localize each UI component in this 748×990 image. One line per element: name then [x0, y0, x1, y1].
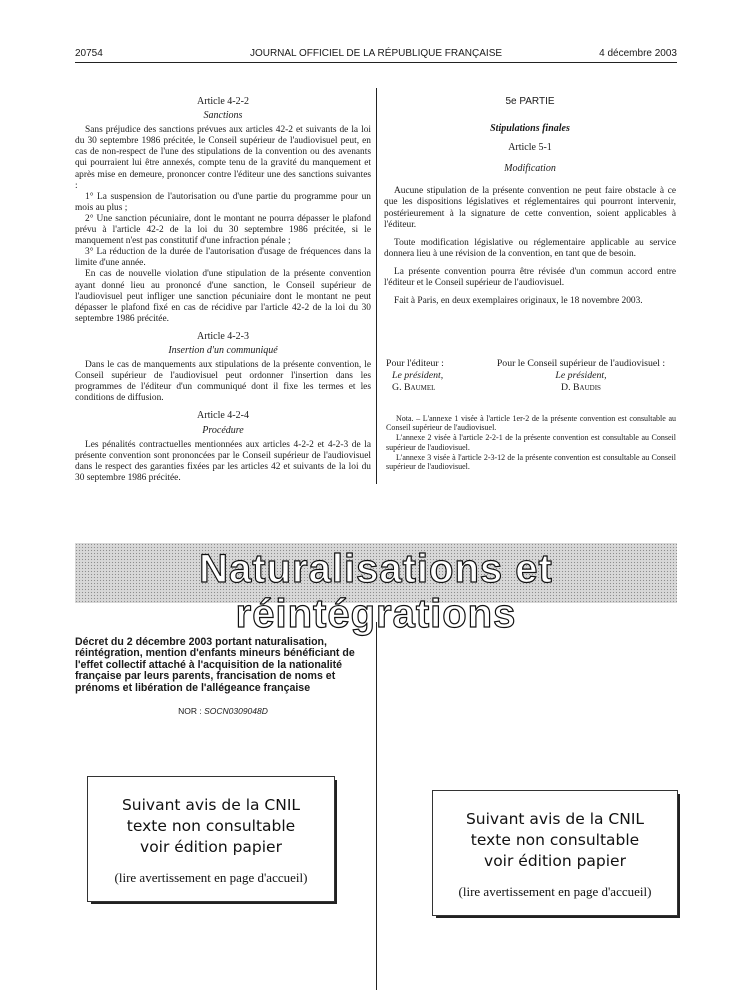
lower-column-divider — [376, 622, 377, 990]
page-number: 20754 — [75, 48, 103, 59]
annex-note-3: L'annexe 3 visée à l'article 2-3-12 de la présente convention est consultable au Conseil supérieur de l'audiovisuel. — [386, 452, 676, 472]
nor-reference — [75, 706, 371, 716]
signature-csa — [484, 358, 678, 394]
article-5-1-title: Article 5-1 — [508, 142, 552, 154]
signature-editor-role: Le président, — [392, 370, 444, 381]
part-subtitle: Stipulations finales — [490, 123, 570, 135]
signature-csa-name: D. Baudis — [561, 382, 601, 393]
cnil-right-shadow-bottom — [436, 916, 680, 918]
article-4-2-2-paragraph-3: 2° Une sanction pécuniaire, dont le montant ne pourra dépasser le plafond prévu à l'article 42-2 de la loi du 30 septembre 1986 précitée, si le manquement n'est pas constitutif d'une infraction pénale ; — [75, 213, 371, 247]
cnil-right-line-1: Suivant avis de la CNIL — [465, 810, 645, 828]
cnil-right-line-2: texte non consultable — [470, 831, 640, 849]
right-paragraph-3: La présente convention pourra être révisée d'un commun accord entre l'éditeur et le Conseil supérieur de l'audiovisuel. — [384, 266, 676, 289]
annex-notes — [386, 414, 676, 472]
left-column — [75, 96, 371, 484]
part-title: 5e PARTIE — [505, 96, 555, 107]
section-banner — [75, 543, 677, 636]
cnil-left-shadow-bottom — [91, 902, 337, 904]
article-4-2-2-paragraph-1: Sans préjudice des sanctions prévues aux articles 42-2 et suivants de la loi du 30 septembre 1986 précitée, le Conseil supérieur de l'audiovisuel peut, en cas de non-respect de l'une des stipulations de la convention ou des avenants qui pourraient lui être annexés, compte tenu de la gravité du manquement et après mise en demeure, prononcer contre l'éditeur une des sanctions suivantes : — [75, 125, 371, 191]
article-4-2-2-paragraph-4: 3° La réduction de la durée de l'autorisation d'usage de fréquences dans la limite d'une année. — [75, 247, 371, 269]
cnil-left-line-4: (lire avertissement en page d'accueil) — [114, 870, 308, 885]
nor-code: SOCN0309048D — [204, 706, 268, 716]
article-4-2-2-paragraph-2: 1° La suspension de l'autorisation ou d'une partie du programme pour un mois au plus ; — [75, 191, 371, 213]
article-4-2-4-title: Article 4-2-4 — [197, 410, 249, 422]
annex-note-2: L'annexe 2 visée à l'article 2-2-1 de la présente convention est consultable au Conseil supérieur de l'audiovisuel. — [386, 433, 676, 452]
right-paragraph-1: Aucune stipulation de la présente convention ne peut faire obstacle à ce que les dispositions législatives et réglementaires qui pourront intervenir, postérieurement à la signature de cette convention, soient applicables à l'éditeur. — [384, 186, 676, 230]
signature-csa-for: Pour le Conseil supérieur de l'audiovisuel : — [496, 358, 666, 369]
cnil-left-line-1: Suivant avis de la CNIL — [121, 796, 301, 814]
signature-editor — [386, 358, 486, 394]
article-4-2-2-title: Article 4-2-2 — [197, 96, 249, 107]
header-rule — [75, 62, 677, 63]
right-column — [384, 96, 676, 307]
cnil-notice-left — [87, 776, 335, 902]
decree-title: Décret du 2 décembre 2003 portant naturalisation, réintégration, mention d'enfants mineurs bénéficiant de l'effet collectif attaché à l'acquisition de la nationalité française par leurs parents, francisation de noms et prénoms et libération de l'allégeance française — [75, 636, 355, 694]
article-5-1-subtitle: Modification — [504, 163, 556, 175]
cnil-right-shadow-right — [678, 794, 680, 918]
journal-title: JOURNAL OFFICIEL DE LA RÉPUBLIQUE FRANÇAISE — [249, 48, 503, 59]
signature-csa-role: Le président, — [555, 370, 607, 381]
issue-date: 4 décembre 2003 — [599, 48, 677, 59]
article-4-2-3-title: Article 4-2-3 — [197, 330, 249, 342]
column-divider — [376, 88, 377, 484]
article-4-2-2-subtitle: Sanctions — [203, 110, 243, 122]
cnil-notice-right — [432, 790, 678, 916]
signature-editor-name: G. Baumel — [392, 382, 436, 393]
cnil-right-line-3: voir édition papier — [484, 852, 626, 870]
article-4-2-4-paragraph-1: Les pénalités contractuelles mentionnées aux articles 4-2-2 et 4-2-3 de la présente convention sont prononcées par le Conseil supérieur de l'audiovisuel dans le respect des garanties fixées par les articles 42 et suivants de la loi du 30 septembre 1986 précitée. — [75, 439, 371, 483]
section-title: Naturalisations et réintégrations — [199, 547, 553, 636]
right-paragraph-4: Fait à Paris, en deux exemplaires originaux, le 18 novembre 2003. — [394, 296, 643, 307]
cnil-left-shadow-right — [335, 780, 337, 904]
article-4-2-3-paragraph-1: Dans le cas de manquements aux stipulations de la présente convention, le Conseil supérieur de l'audiovisuel peut ordonner l'insertion dans les programmes de l'éditeur d'un communiqué dont il fixe les termes et les conditions de diffusion. — [75, 360, 371, 404]
nor-label: NOR : — [178, 706, 202, 716]
right-paragraph-2: Toute modification législative ou réglementaire applicable au service donnera lieu à une révision de la convention, en tant que de besoin. — [384, 237, 676, 259]
article-4-2-3-subtitle: Insertion d'un communiqué — [168, 344, 278, 356]
article-4-2-4-subtitle: Procédure — [202, 424, 244, 436]
cnil-left-line-2: texte non consultable — [126, 817, 296, 835]
cnil-left-line-3: voir édition papier — [140, 838, 282, 856]
annex-note-1: Nota. – L'annexe 1 visée à l'article 1er-2 de la présente convention est consultable au Conseil supérieur de l'audiovisuel. — [386, 414, 676, 433]
signature-editor-for: Pour l'éditeur : — [386, 358, 444, 369]
cnil-right-line-4: (lire avertissement en page d'accueil) — [458, 884, 652, 899]
article-4-2-2-paragraph-5: En cas de nouvelle violation d'une stipulation de la présente convention ayant donné lieu au prononcé d'une sanction, le Conseil supérieur de l'audiovisuel peut infliger une sanction pécuniaire dont le montant ne peut dépasser le plafond fixé en cas de récidive par l'article 42-2 de la loi du 30 septembre 1986 précitée. — [75, 269, 371, 324]
